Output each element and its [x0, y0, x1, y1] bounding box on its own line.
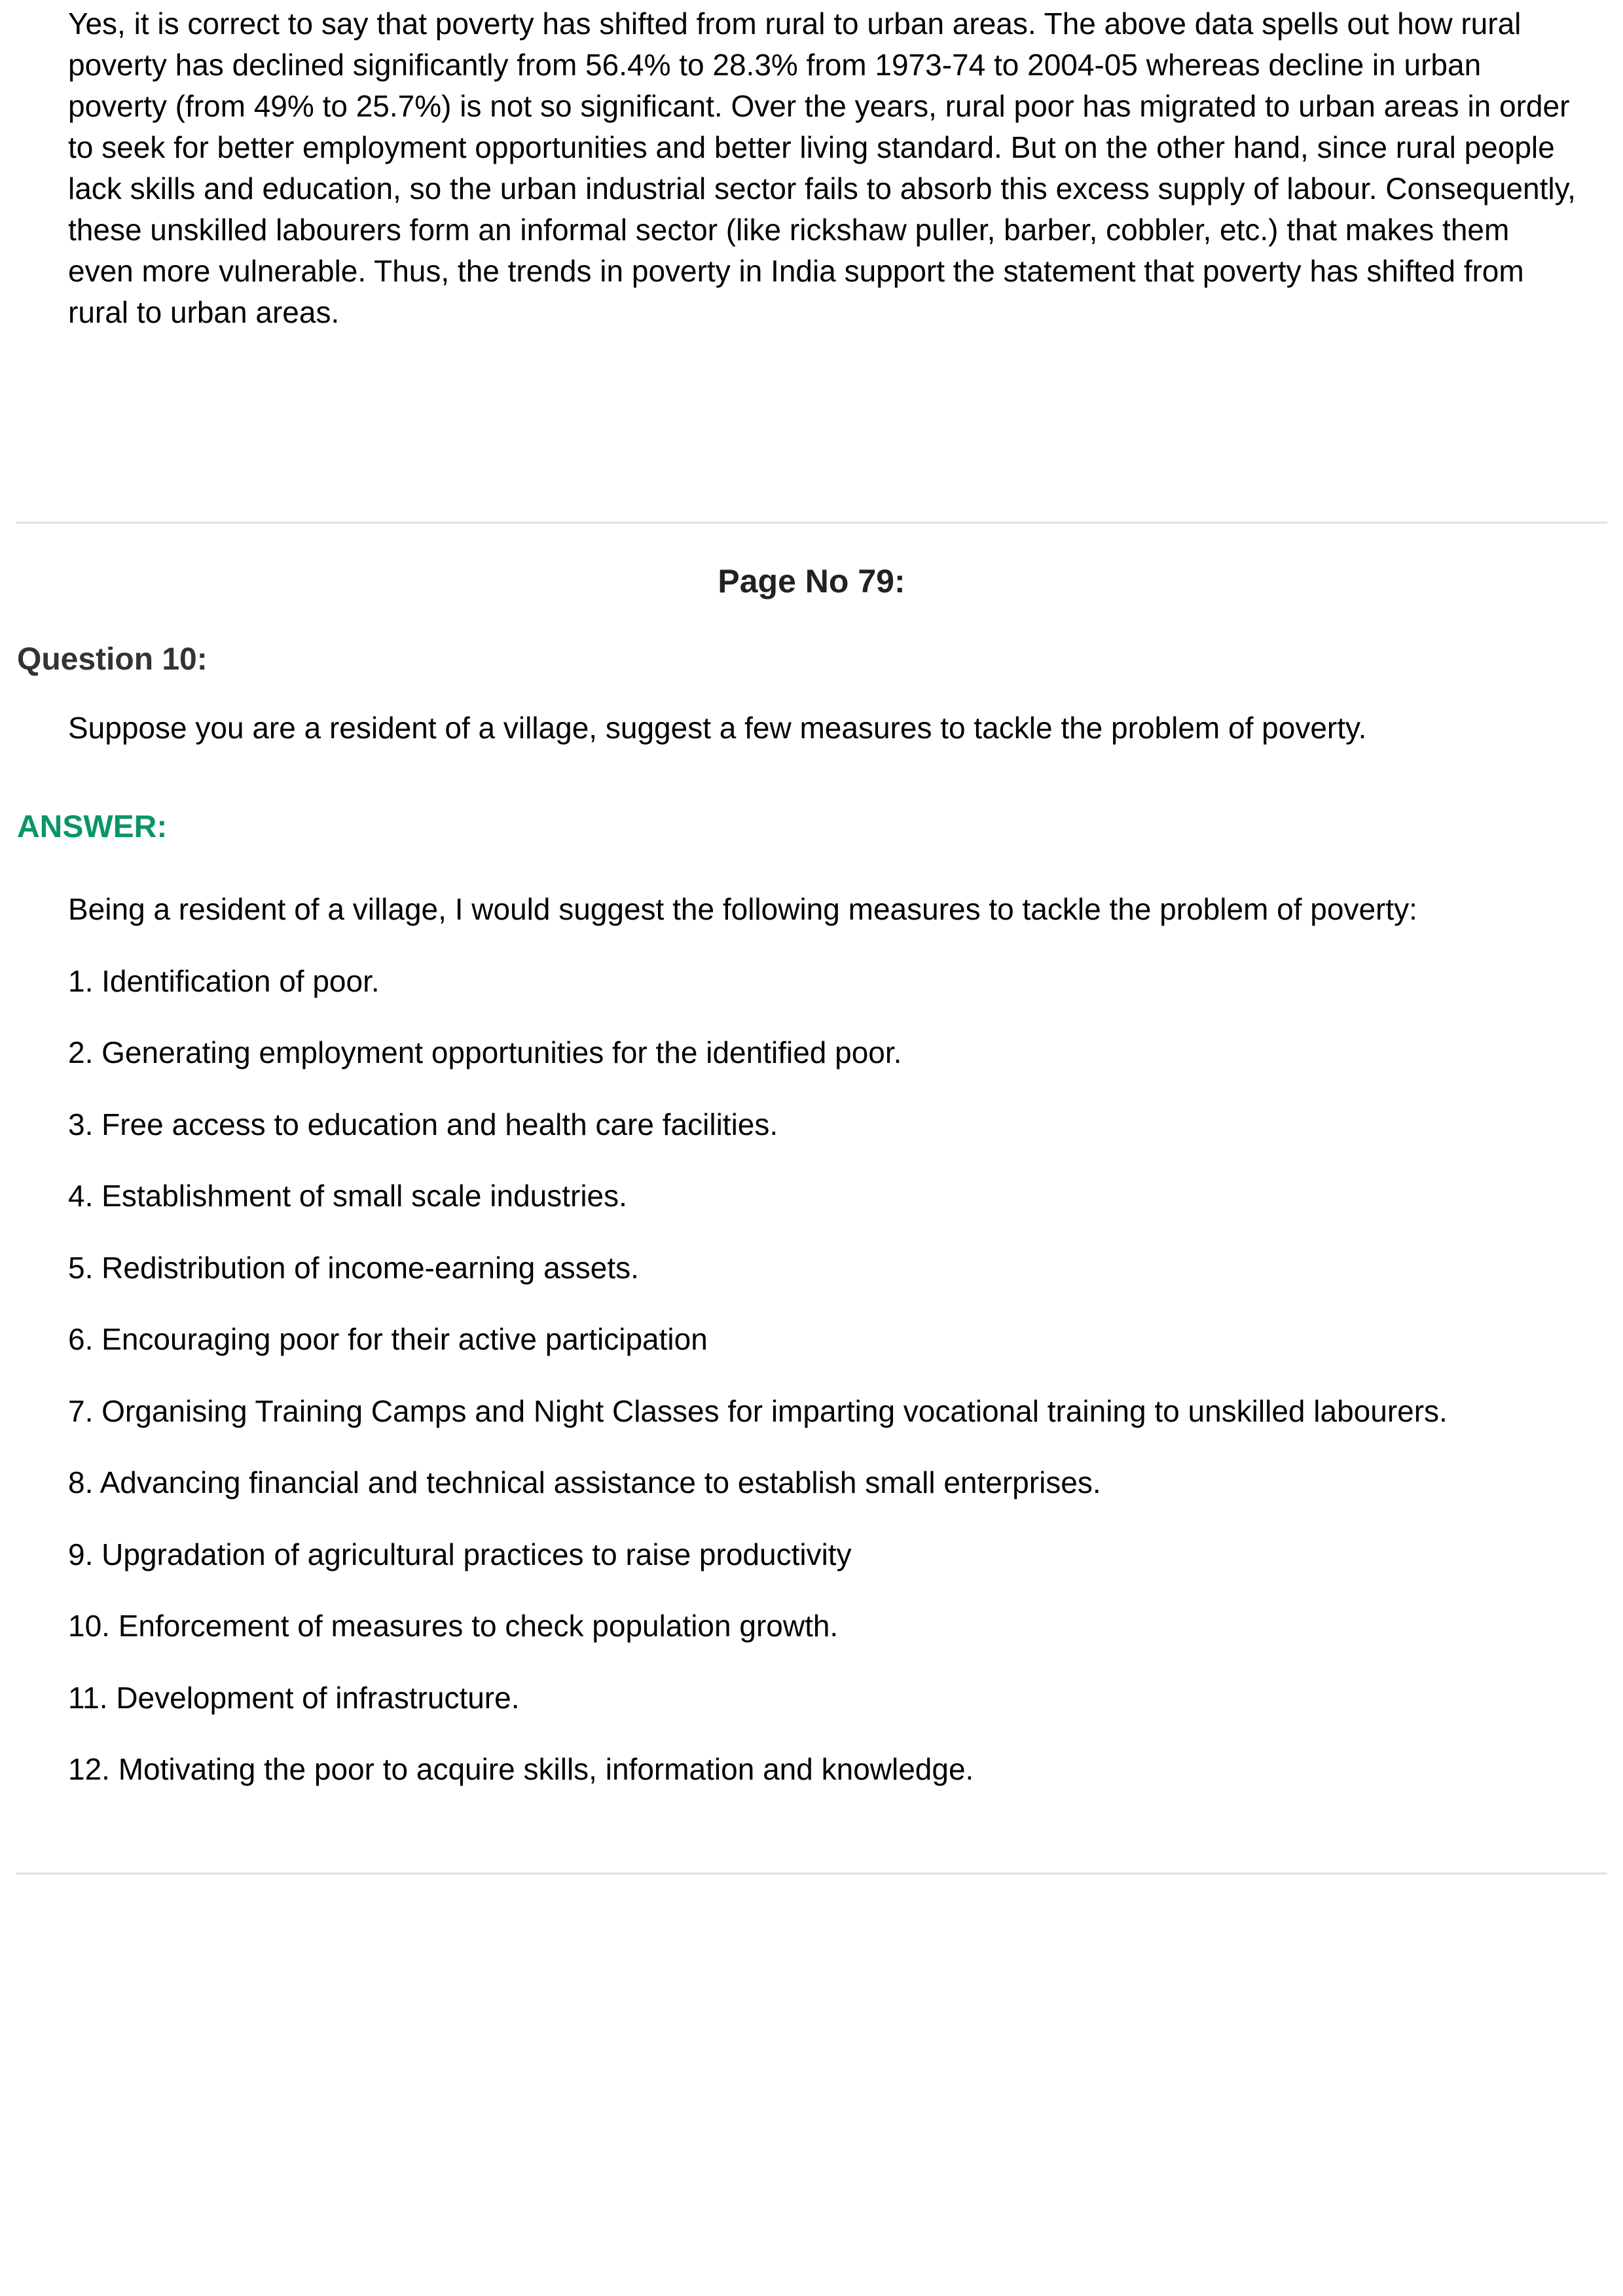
section-divider	[16, 1873, 1607, 1874]
paragraph-line: even more vulnerable. Thus, the trends in poverty in India support the statement that poverty has shifted from	[68, 254, 1524, 288]
list-item: 3. Free access to education and health care facilities.	[68, 1107, 778, 1141]
list-item: 2. Generating employment opportunities for the identified poor.	[68, 1035, 902, 1069]
paragraph-line: poverty (from 49% to 25.7%) is not so significant. Over the years, rural poor has migrated to urban areas in order	[68, 89, 1570, 123]
answer-heading: ANSWER:	[17, 810, 168, 844]
list-item: 6. Encouraging poor for their active participation	[68, 1322, 708, 1356]
list-item: 9. Upgradation of agricultural practices to raise productivity	[68, 1537, 852, 1571]
list-item: 12. Motivating the poor to acquire skills, information and knowledge.	[68, 1752, 974, 1786]
paragraph-line: poverty has declined significantly from 56.4% to 28.3% from 1973-74 to 2004-05 whereas decline in urban	[68, 48, 1482, 82]
paragraph-line: to seek for better employment opportunities and better living standard. But on the other hand, since rural people	[68, 130, 1555, 164]
question-text: Suppose you are a resident of a village, suggest a few measures to tackle the problem of poverty.	[68, 711, 1367, 745]
paragraph-line: Yes, it is correct to say that poverty has shifted from rural to urban areas. The above data spells out how rural	[68, 7, 1522, 41]
paragraph-line: these unskilled labourers form an informal sector (like rickshaw puller, barber, cobbler, etc.) that makes them	[68, 213, 1510, 247]
paragraph-line: lack skills and education, so the urban industrial sector fails to absorb this excess supply of labour. Consequently,	[68, 171, 1576, 206]
list-item: 1. Identification of poor.	[68, 964, 380, 998]
page-number-heading: Page No 79:	[718, 563, 905, 600]
list-item: 10. Enforcement of measures to check population growth.	[68, 1609, 839, 1643]
question-heading: Question 10:	[17, 642, 208, 677]
list-item: 7. Organising Training Camps and Night Classes for imparting vocational training to unskilled labourers.	[68, 1394, 1448, 1428]
list-item: 8. Advancing financial and technical assistance to establish small enterprises.	[68, 1465, 1101, 1499]
list-item: 5. Redistribution of income-earning assets.	[68, 1251, 639, 1285]
answer-intro: Being a resident of a village, I would suggest the following measures to tackle the problem of poverty:	[68, 892, 1417, 926]
list-item: 11. Development of infrastructure.	[68, 1681, 520, 1715]
section-divider	[16, 522, 1607, 524]
paragraph-line: rural to urban areas.	[68, 295, 340, 329]
list-item: 4. Establishment of small scale industries.	[68, 1179, 627, 1213]
